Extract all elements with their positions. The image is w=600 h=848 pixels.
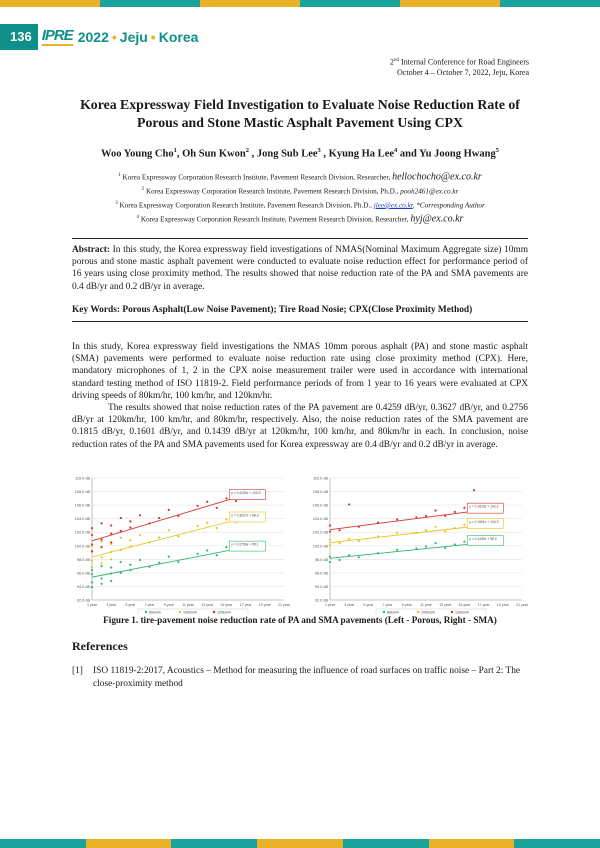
legend-label: 80km/h bbox=[387, 610, 399, 614]
data-point bbox=[435, 542, 437, 544]
data-point bbox=[425, 545, 427, 547]
data-point bbox=[425, 529, 427, 531]
paragraph: The results showed that noise reduction rates of the PA pavement are 0.4259 dB/yr, 0.3627 dB/yr, and 0.2756 dB/yr at 120km/hr, 100 km/hr, and 80km/hr, respectively. Also, the noise reduction rates of the SMA pavement are 0.1815 dB/yr, 0.1601 dB/yr, and 0.1439 dB/yr at 120km/hr, 100 km/hr, and 80km/hr in each. In conclusion, noise reduction rates of the PA and SMA pavements used for Korea expressway are 0.4 dB/yr and 0.2 dB/yr in average. bbox=[72, 403, 528, 450]
data-point bbox=[339, 529, 341, 531]
trendline bbox=[92, 520, 236, 557]
divider bbox=[72, 321, 528, 322]
data-point bbox=[329, 530, 331, 532]
chart-porous bbox=[72, 474, 290, 614]
equation-label: y = 0.4259x + 100.3 bbox=[231, 491, 261, 496]
trendline bbox=[92, 498, 236, 541]
x-tick-label: 7 year bbox=[382, 603, 393, 607]
reference-number: [1] bbox=[72, 666, 83, 676]
author: Kyung Ha Lee bbox=[328, 148, 395, 160]
data-point bbox=[473, 489, 475, 491]
data-point bbox=[197, 525, 199, 527]
x-tick-label: 5 year bbox=[125, 603, 136, 607]
affiliation-1: $^1$ Korea Expressway Corporation Research Institute, Pavement Research Division, Researcher, hellochocho@ex.co.kr bbox=[118, 171, 482, 183]
data-point bbox=[129, 564, 131, 566]
x-tick-label: 1 year bbox=[87, 603, 97, 607]
data-point bbox=[101, 562, 103, 564]
legend-label: 120km/h bbox=[217, 610, 231, 614]
x-tick-label: 3 year bbox=[106, 603, 117, 607]
x-tick-label: 15 year bbox=[458, 603, 471, 607]
y-tick-label: 92.0 dB bbox=[314, 598, 328, 603]
data-point bbox=[158, 537, 160, 539]
x-tick-label: 15 year bbox=[220, 603, 233, 607]
data-point bbox=[425, 515, 427, 517]
conference-dates: October 4 – October 7, 2022, Jeju, Korea bbox=[397, 68, 529, 78]
data-point bbox=[396, 532, 398, 534]
y-tick-label: 108.0 dB bbox=[74, 490, 90, 495]
data-point bbox=[129, 520, 131, 522]
legend bbox=[138, 609, 248, 614]
y-tick-label: 98.0 dB bbox=[314, 557, 328, 562]
data-point bbox=[158, 517, 160, 519]
body-text bbox=[72, 341, 528, 451]
y-tick-label: 110.0 dB bbox=[313, 476, 328, 481]
affiliation-3: $^3$ Korea Expressway Corporation Research Institute, Pavement Research Division, Ph.D., jlee@ex.co.kr, *Corresponding Author bbox=[115, 200, 485, 210]
chart-sma bbox=[310, 474, 528, 614]
data-point bbox=[225, 546, 227, 548]
data-point bbox=[197, 505, 199, 507]
affiliations bbox=[60, 170, 540, 226]
data-point bbox=[216, 507, 218, 509]
author-email-link[interactable]: jlee@ex.co.kr bbox=[373, 201, 413, 210]
data-point bbox=[110, 580, 112, 582]
x-tick-label: 13 year bbox=[439, 603, 452, 607]
equation-label: y = 0.1601x + 100.3 bbox=[469, 519, 499, 524]
author: Oh Sun Kwon bbox=[182, 148, 246, 160]
data-point bbox=[91, 543, 93, 545]
bottom-color-bar bbox=[0, 839, 600, 848]
data-point bbox=[225, 518, 227, 520]
data-point bbox=[168, 556, 170, 558]
logo-country: Korea bbox=[158, 29, 199, 45]
author-email: hyj@ex.co.kr bbox=[410, 213, 464, 225]
data-point bbox=[110, 541, 112, 543]
data-point bbox=[110, 524, 112, 526]
author: Woo Young Cho bbox=[101, 148, 174, 160]
data-point bbox=[358, 556, 360, 558]
x-tick-label: 7 year bbox=[144, 603, 155, 607]
bullet-icon: • bbox=[150, 29, 156, 45]
y-tick-label: 104.0 dB bbox=[312, 517, 328, 522]
x-tick-label: 21 year bbox=[516, 603, 528, 607]
reference-text: ISO 11819-2:2017, Acoustics – Method for measuring the influence of road surfaces on traffic noise – Part 2: The close-proximity method bbox=[93, 666, 521, 689]
data-point bbox=[206, 501, 208, 503]
author: Jong Sub Lee bbox=[256, 148, 318, 160]
data-point bbox=[91, 569, 93, 571]
equation-label: y = 0.3627x + 98.0 bbox=[231, 513, 259, 518]
data-point bbox=[101, 556, 103, 558]
data-point bbox=[329, 561, 331, 563]
keywords: Key Words: Porous Asphalt(Low Noise Pavement); Tire Road Nosie; CPX(Close Proximity Method) bbox=[72, 305, 473, 315]
data-point bbox=[463, 524, 465, 526]
x-tick-label: 19 year bbox=[496, 603, 509, 607]
data-point bbox=[396, 518, 398, 520]
data-point bbox=[177, 535, 179, 537]
data-point bbox=[101, 539, 103, 541]
data-point bbox=[329, 556, 331, 558]
abstract-text: In this study, the Korea expressway field investigations of NMAS(Nominal Maximum Aggregate size) 10mm porous and stone mastic asphalt pavement were conducted to evaluate noise reduction effect for performance period of 16 years using close proximity method. The results showed that noise reduction rate of the PA and SMA pavements are 0.4 dB/yr and 0.2 dB/yr in average. bbox=[72, 245, 528, 292]
equation-label: y = 0.1815x + 102.2 bbox=[469, 504, 499, 509]
x-tick-label: 17 year bbox=[477, 603, 490, 607]
trendline bbox=[330, 511, 474, 529]
legend-marker bbox=[417, 611, 419, 613]
data-point bbox=[91, 581, 93, 583]
abstract-label: Abstract: bbox=[72, 245, 111, 255]
data-point bbox=[177, 561, 179, 563]
data-point bbox=[396, 549, 398, 551]
data-point bbox=[110, 566, 112, 568]
data-point bbox=[463, 541, 465, 543]
data-point bbox=[91, 573, 93, 575]
y-tick-label: 98.0 dB bbox=[76, 557, 90, 562]
affiliation-2: $^2$ Korea Expressway Corporation Research Institute, Pavement Research Division, Ph.D., pooh2461@ex.co.kr bbox=[141, 186, 459, 196]
y-tick-label: 102.0 dB bbox=[312, 530, 328, 535]
paper-title: Korea Expressway Field Investigation to Evaluate Noise Reduction Rate of Porous and Stone Mastic Asphalt Pavement Using CPX bbox=[80, 97, 520, 130]
logo-city: Jeju bbox=[119, 29, 148, 45]
page-header bbox=[0, 22, 198, 52]
data-point bbox=[435, 509, 437, 511]
logo-mark: IPRE bbox=[41, 27, 73, 44]
x-tick-label: 17 year bbox=[239, 603, 252, 607]
legend-label: 80km/h bbox=[149, 610, 161, 614]
y-tick-label: 94.0 dB bbox=[314, 584, 328, 589]
y-tick-label: 108.0 dB bbox=[312, 490, 328, 495]
data-point bbox=[91, 534, 93, 536]
equation-label: y = 0.2756x + 95.1 bbox=[231, 542, 259, 547]
data-point bbox=[91, 550, 93, 552]
data-point bbox=[101, 522, 103, 524]
data-point bbox=[101, 541, 103, 543]
data-point bbox=[329, 524, 331, 526]
legend-marker bbox=[179, 611, 181, 613]
data-point bbox=[339, 542, 341, 544]
top-color-bar bbox=[0, 0, 600, 7]
data-point bbox=[168, 509, 170, 511]
y-tick-label: 96.0 dB bbox=[76, 571, 90, 576]
data-point bbox=[139, 534, 141, 536]
author: Yu Joong Hwang bbox=[419, 148, 496, 160]
data-point bbox=[206, 522, 208, 524]
data-point bbox=[101, 546, 103, 548]
data-point bbox=[120, 517, 122, 519]
y-tick-label: 104.0 dB bbox=[74, 517, 90, 522]
data-point bbox=[129, 539, 131, 541]
affiliation-4: $^4$ Korea Expressway Corporation Research Institute, Pavement Research Division, Researcher, hyj@ex.co.kr bbox=[136, 213, 464, 225]
page-number: 136 bbox=[0, 24, 38, 50]
figure-1 bbox=[72, 474, 528, 614]
paragraph: In this study, Korea expressway field investigations the NMAS 10mm porous asphalt (PA) and stone mastic asphalt (SMA) pavements were performed to evaluate noise reduction rate using close proximity method (CPX). Here, mandatory microphones of 1, 2 in the CPX noise measurement trailer were used in accordance with international standard testing method of ISO 11819-2. Field performance periods of from 1 year to 16 years were evaluated at CPX driving speeds of 80km/hr, 100 km/hr, and 120km/hr. bbox=[72, 342, 528, 401]
y-tick-label: 94.0 dB bbox=[76, 584, 90, 589]
x-tick-label: 19 year bbox=[258, 603, 271, 607]
x-tick-label: 13 year bbox=[201, 603, 214, 607]
data-point bbox=[463, 507, 465, 509]
bullet-icon: • bbox=[111, 29, 117, 45]
y-tick-label: 106.0 dB bbox=[74, 503, 90, 508]
legend-label: 100km/h bbox=[183, 610, 197, 614]
equation-label: y = 0.1439x + 98.0 bbox=[469, 537, 497, 542]
author-email: pooh2461@ex.co.kr bbox=[400, 187, 459, 196]
y-tick-label: 96.0 dB bbox=[314, 571, 328, 576]
legend-marker bbox=[451, 611, 453, 613]
conference-logo bbox=[42, 28, 199, 46]
data-point bbox=[120, 537, 122, 539]
data-point bbox=[435, 526, 437, 528]
data-point bbox=[339, 559, 341, 561]
data-point bbox=[216, 554, 218, 556]
data-point bbox=[168, 529, 170, 531]
trendline bbox=[330, 526, 474, 542]
x-tick-label: 5 year bbox=[363, 603, 374, 607]
data-point bbox=[129, 526, 131, 528]
references-heading: References bbox=[72, 639, 128, 653]
data-point bbox=[329, 544, 331, 546]
data-point bbox=[91, 566, 93, 568]
x-tick-label: 3 year bbox=[344, 603, 355, 607]
reference-item bbox=[72, 665, 528, 690]
data-point bbox=[348, 538, 350, 540]
data-point bbox=[348, 503, 350, 505]
abstract bbox=[72, 244, 528, 293]
x-tick-label: 11 year bbox=[182, 603, 194, 607]
data-point bbox=[91, 527, 93, 529]
author-email: hellochocho@ex.co.kr bbox=[392, 171, 482, 183]
data-point bbox=[444, 530, 446, 532]
conference-name-line: 2nd Internal Conference for Road Engineers bbox=[390, 57, 529, 67]
data-point bbox=[454, 511, 456, 513]
data-point bbox=[197, 553, 199, 555]
legend-marker bbox=[145, 611, 147, 613]
y-tick-label: 106.0 dB bbox=[312, 503, 328, 508]
data-point bbox=[216, 527, 218, 529]
y-tick-label: 110.0 dB bbox=[75, 476, 90, 481]
conference-info bbox=[390, 56, 529, 79]
data-point bbox=[225, 497, 227, 499]
y-tick-label: 102.0 dB bbox=[74, 530, 90, 535]
x-tick-label: 21 year bbox=[278, 603, 290, 607]
author-list: Woo Young Cho$^1$, Oh Sun Kwon$^2$ , Jong Sub Lee$^3$ , Kyung Ha Lee$^4$ and Yu Joong Hwang$^5$ bbox=[101, 147, 499, 160]
data-point bbox=[110, 558, 112, 560]
legend bbox=[376, 609, 486, 614]
data-point bbox=[91, 586, 93, 588]
x-tick-label: 9 year bbox=[163, 603, 174, 607]
logo-year: 2022 bbox=[77, 29, 109, 45]
y-tick-label: 100.0 dB bbox=[312, 544, 328, 549]
x-tick-label: 1 year bbox=[325, 603, 335, 607]
legend-label: 100km/h bbox=[421, 610, 435, 614]
data-point bbox=[358, 540, 360, 542]
y-tick-label: 92.0 dB bbox=[76, 598, 90, 603]
data-point bbox=[235, 500, 237, 502]
figure-caption: Figure 1. tire-pavement noise reduction rate of PA and SMA pavements (Left - Porous, Right - SMA) bbox=[103, 615, 497, 625]
y-tick-label: 100.0 dB bbox=[74, 544, 90, 549]
data-point bbox=[139, 514, 141, 516]
data-point bbox=[101, 577, 103, 579]
data-point bbox=[101, 583, 103, 585]
data-point bbox=[101, 565, 103, 567]
data-point bbox=[139, 559, 141, 561]
data-point bbox=[206, 549, 208, 551]
x-tick-label: 11 year bbox=[420, 603, 432, 607]
legend-label: 120km/h bbox=[455, 610, 469, 614]
data-point bbox=[110, 532, 112, 534]
data-point bbox=[91, 560, 93, 562]
data-point bbox=[120, 561, 122, 563]
x-tick-label: 9 year bbox=[401, 603, 412, 607]
data-point bbox=[329, 539, 331, 541]
divider bbox=[72, 238, 528, 239]
legend-marker bbox=[213, 611, 215, 613]
legend-marker bbox=[383, 611, 385, 613]
